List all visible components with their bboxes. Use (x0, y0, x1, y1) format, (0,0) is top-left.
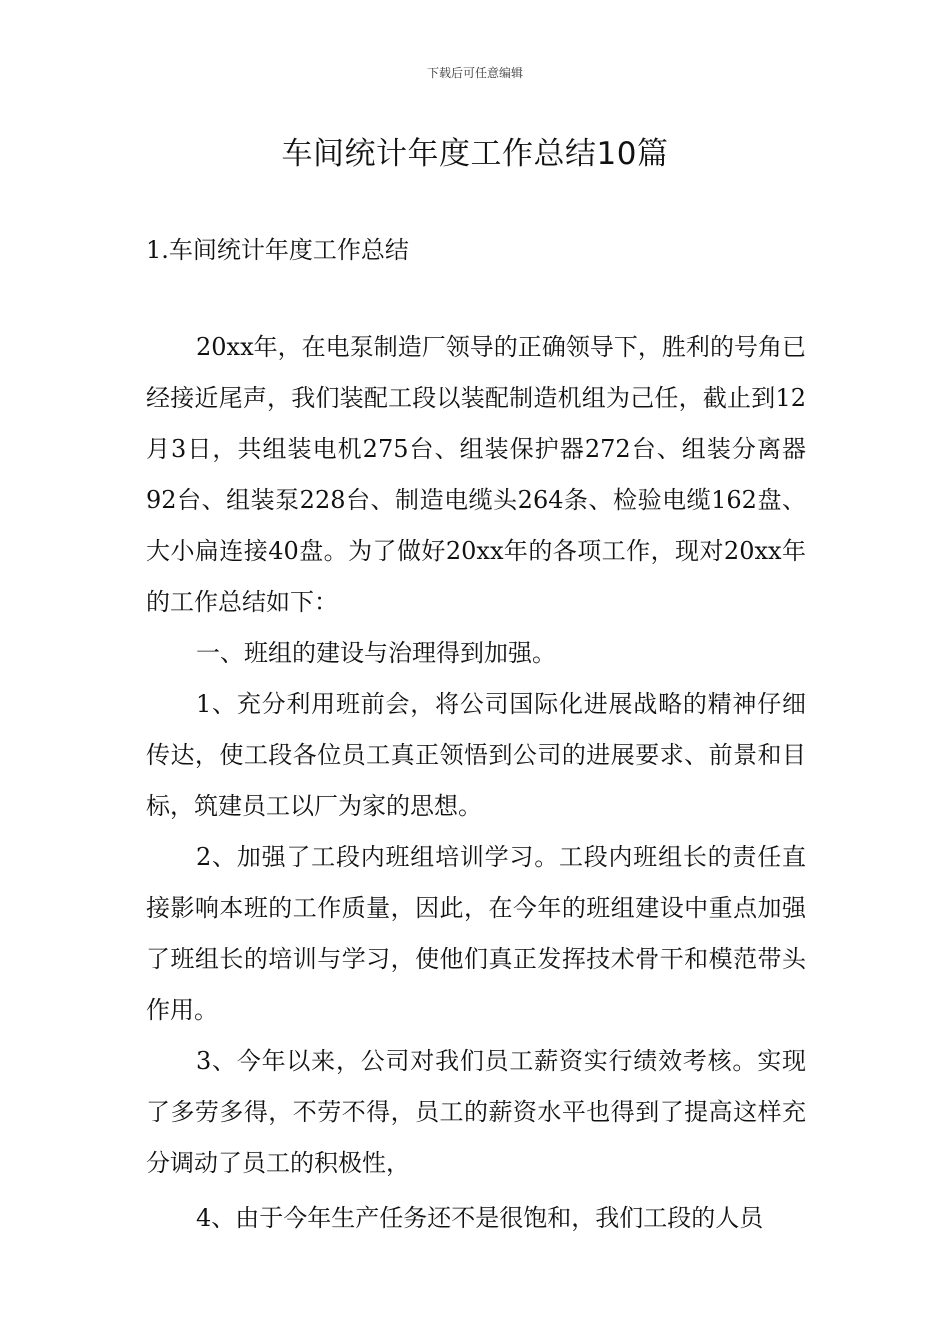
header-note: 下载后可任意编辑 (426, 66, 523, 80)
document-title: 车间统计年度工作总结10篇 (281, 136, 669, 172)
paragraph-heading-1: 一、班组的建设与治理得到加强。 (196, 639, 556, 667)
paragraph-intro: 20xx年，在电泵制造厂领导的正确领导下，胜利的号角已经接近尾声，我们装配工段以装配制造机组为己任，截止到12月3日，共组装电机275台、组装保护器272台、组装分离器92台、组装泵228台、制造电缆头264条、检验电缆162盘、大小扁连接40盘。为了做好20xx年的各项工作，现对20xx年的工作总结如下： (146, 333, 806, 616)
paragraph-item-3: 3、今年以来，公司对我们员工薪资实行绩效考核。实现了多劳多得，不劳不得，员工的薪资水平也得到了提高这样充分调动了员工的积极性， (146, 1047, 806, 1177)
paragraph-item-1: 1、充分利用班前会，将公司国际化进展战略的精神仔细传达，使工段各位员工真正领悟到公司的进展要求、前景和目标，筑建员工以厂为家的思想。 (146, 690, 806, 820)
body-text (146, 322, 806, 1244)
paragraph-item-4: 4、由于今年生产任务还不是很饱和，我们工段的人员 (196, 1204, 764, 1232)
section-heading: 1.车间统计年度工作总结 (146, 236, 409, 264)
paragraph-item-2: 2、加强了工段内班组培训学习。工段内班组长的责任直接影响本班的工作质量，因此，在今年的班组建设中重点加强了班组长的培训与学习，使他们真正发挥技术骨干和模范带头作用。 (146, 843, 806, 1024)
